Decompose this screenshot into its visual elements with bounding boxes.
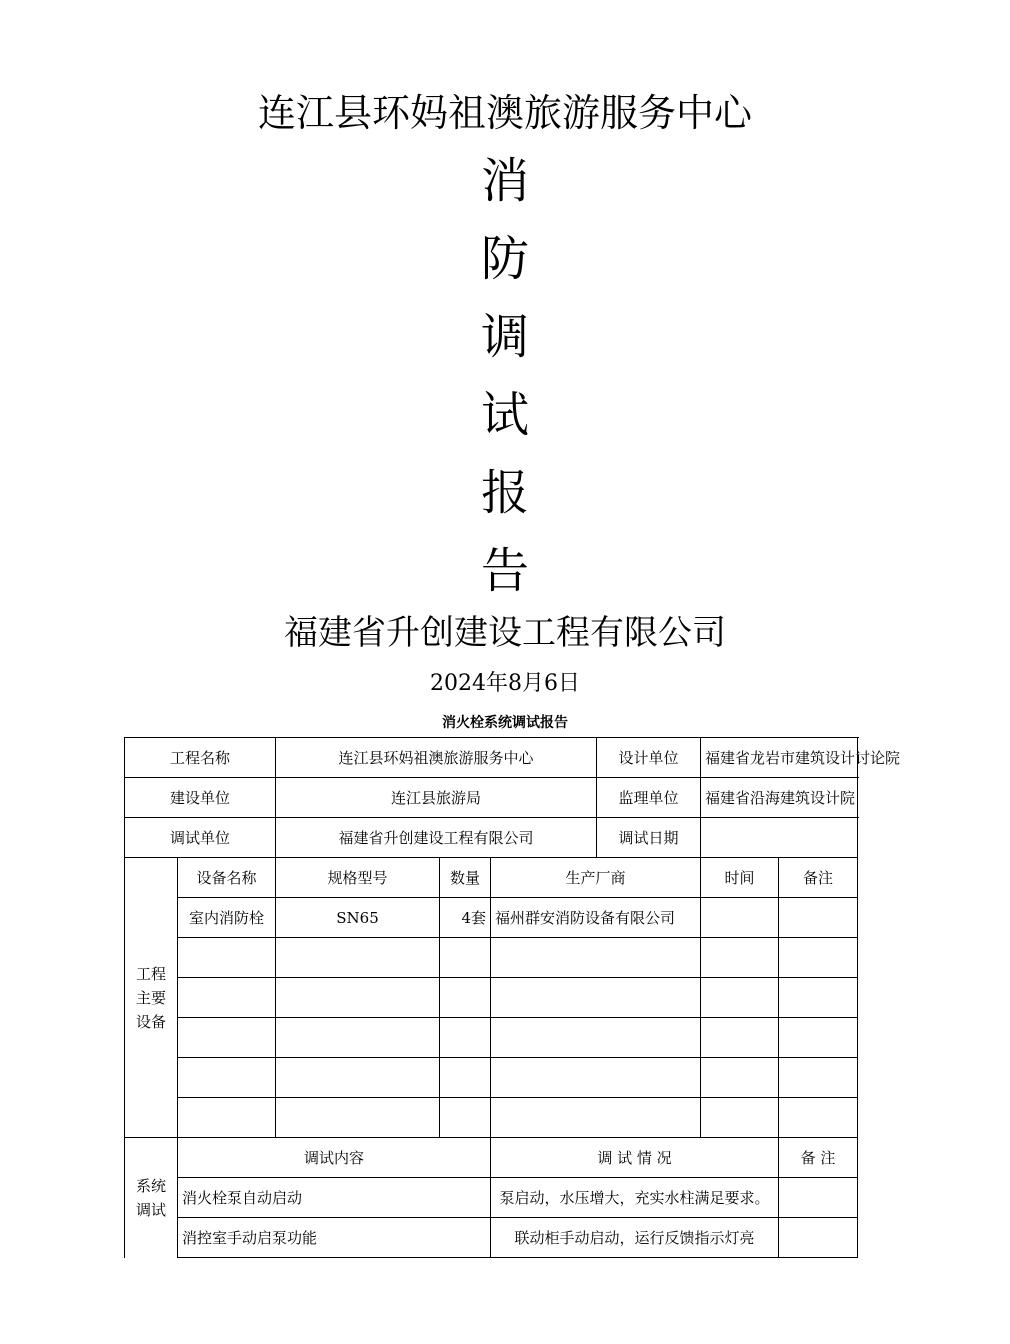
equipment-cell: [178, 1098, 276, 1138]
system-test-section-label: 系统调试: [125, 1138, 178, 1258]
report-date: 2024年8月6日: [430, 671, 580, 696]
equipment-cell: [440, 978, 491, 1018]
equipment-cell: [491, 938, 701, 978]
equipment-cell: [779, 978, 858, 1018]
equipment-header: 设备名称: [178, 858, 276, 898]
equipment-cell: [178, 1058, 276, 1098]
equipment-cell: [491, 1058, 701, 1098]
equipment-cell: [701, 898, 779, 938]
equipment-header: 规格型号: [276, 858, 440, 898]
equipment-cell: [178, 978, 276, 1018]
equipment-cell: [701, 938, 779, 978]
equipment-cell: [276, 1018, 440, 1058]
test-date-value: [701, 818, 858, 858]
equipment-cell: 福州群安消防设备有限公司: [491, 898, 701, 938]
table-row: [125, 738, 858, 778]
title-char: 消: [480, 153, 529, 209]
table-row: [125, 1058, 858, 1098]
system-test-header: 调试内容: [178, 1138, 491, 1178]
test-date-label: 调试日期: [597, 818, 701, 858]
equipment-cell: [276, 938, 440, 978]
table-row: [125, 778, 858, 818]
equipment-header: 数量: [440, 858, 491, 898]
builder-label: 建设单位: [125, 778, 276, 818]
system-test-cell: [779, 1218, 858, 1258]
title-char: 报: [480, 465, 529, 521]
tester-value: 福建省升创建设工程有限公司: [276, 818, 597, 858]
system-test-cell: 泵启动，水压增大，充实水柱满足要求。: [491, 1178, 779, 1218]
equipment-section-label: 工程主要设备: [125, 858, 178, 1138]
system-test-cell: 消控室手动启泵功能: [178, 1218, 491, 1258]
builder-value: 连江县旅游局: [276, 778, 597, 818]
tester-label: 调试单位: [125, 818, 276, 858]
equipment-cell: 室内消防栓: [178, 898, 276, 938]
title-char: 防: [480, 231, 529, 287]
equipment-cell: [779, 1098, 858, 1138]
table-row: [125, 1138, 858, 1178]
company-name: 福建省升创建设工程有限公司: [284, 613, 726, 653]
equipment-cell: [491, 978, 701, 1018]
equipment-cell: 4套: [440, 898, 491, 938]
system-test-header: 调 试 情 况: [491, 1138, 779, 1178]
table-row: [125, 938, 858, 978]
equipment-cell: [178, 938, 276, 978]
equipment-cell: [276, 978, 440, 1018]
equipment-cell: [779, 898, 858, 938]
equipment-cell: [178, 1018, 276, 1058]
title-char: 试: [480, 387, 529, 443]
equipment-cell: [276, 1058, 440, 1098]
project-title: 连江县环妈祖澳旅游服务中心: [257, 91, 752, 135]
equipment-cell: [491, 1098, 701, 1138]
equipment-cell: [779, 938, 858, 978]
system-test-cell: 消火栓泵自动启动: [178, 1178, 491, 1218]
equipment-cell: [779, 1018, 858, 1058]
system-test-cell: [779, 1178, 858, 1218]
supervisor-label: 监理单位: [597, 778, 701, 818]
table-row: [125, 1018, 858, 1058]
supervisor-value: 福建省沿海建筑设计院: [701, 778, 858, 818]
equipment-cell: [701, 1018, 779, 1058]
equipment-cell: [779, 1058, 858, 1098]
system-test-cell: 联动柜手动启动，运行反馈指示灯亮: [491, 1218, 779, 1258]
table-row: [125, 978, 858, 1018]
equipment-header: 时间: [701, 858, 779, 898]
equipment-cell: [276, 1098, 440, 1138]
report-title-vertical: [455, 142, 555, 610]
equipment-cell: [701, 978, 779, 1018]
test-report-table: [124, 737, 901, 1258]
equipment-cell: SN65: [276, 898, 440, 938]
equipment-cell: [440, 1098, 491, 1138]
equipment-cell: [701, 1058, 779, 1098]
equipment-cell: [440, 938, 491, 978]
table-title: 消火栓系统调试报告: [442, 715, 568, 731]
table-row: [125, 1098, 858, 1138]
equipment-cell: [440, 1018, 491, 1058]
title-char: 告: [480, 543, 529, 599]
equipment-cell: [701, 1098, 779, 1138]
table-row: [125, 898, 858, 938]
system-test-header: 备 注: [779, 1138, 858, 1178]
title-char: 调: [480, 309, 529, 365]
equipment-cell: [440, 1058, 491, 1098]
table-row: [125, 1218, 858, 1258]
design-unit-value: 福建省龙岩市建筑设计讨论院: [701, 738, 858, 778]
equipment-cell: [491, 1018, 701, 1058]
table-row: [125, 1178, 858, 1218]
table-row: [125, 858, 858, 898]
project-name-label: 工程名称: [125, 738, 276, 778]
equipment-header: 生产厂商: [491, 858, 701, 898]
equipment-header: 备注: [779, 858, 858, 898]
project-name-value: 连江县环妈祖澳旅游服务中心: [276, 738, 597, 778]
design-unit-label: 设计单位: [597, 738, 701, 778]
table-row: [125, 818, 858, 858]
